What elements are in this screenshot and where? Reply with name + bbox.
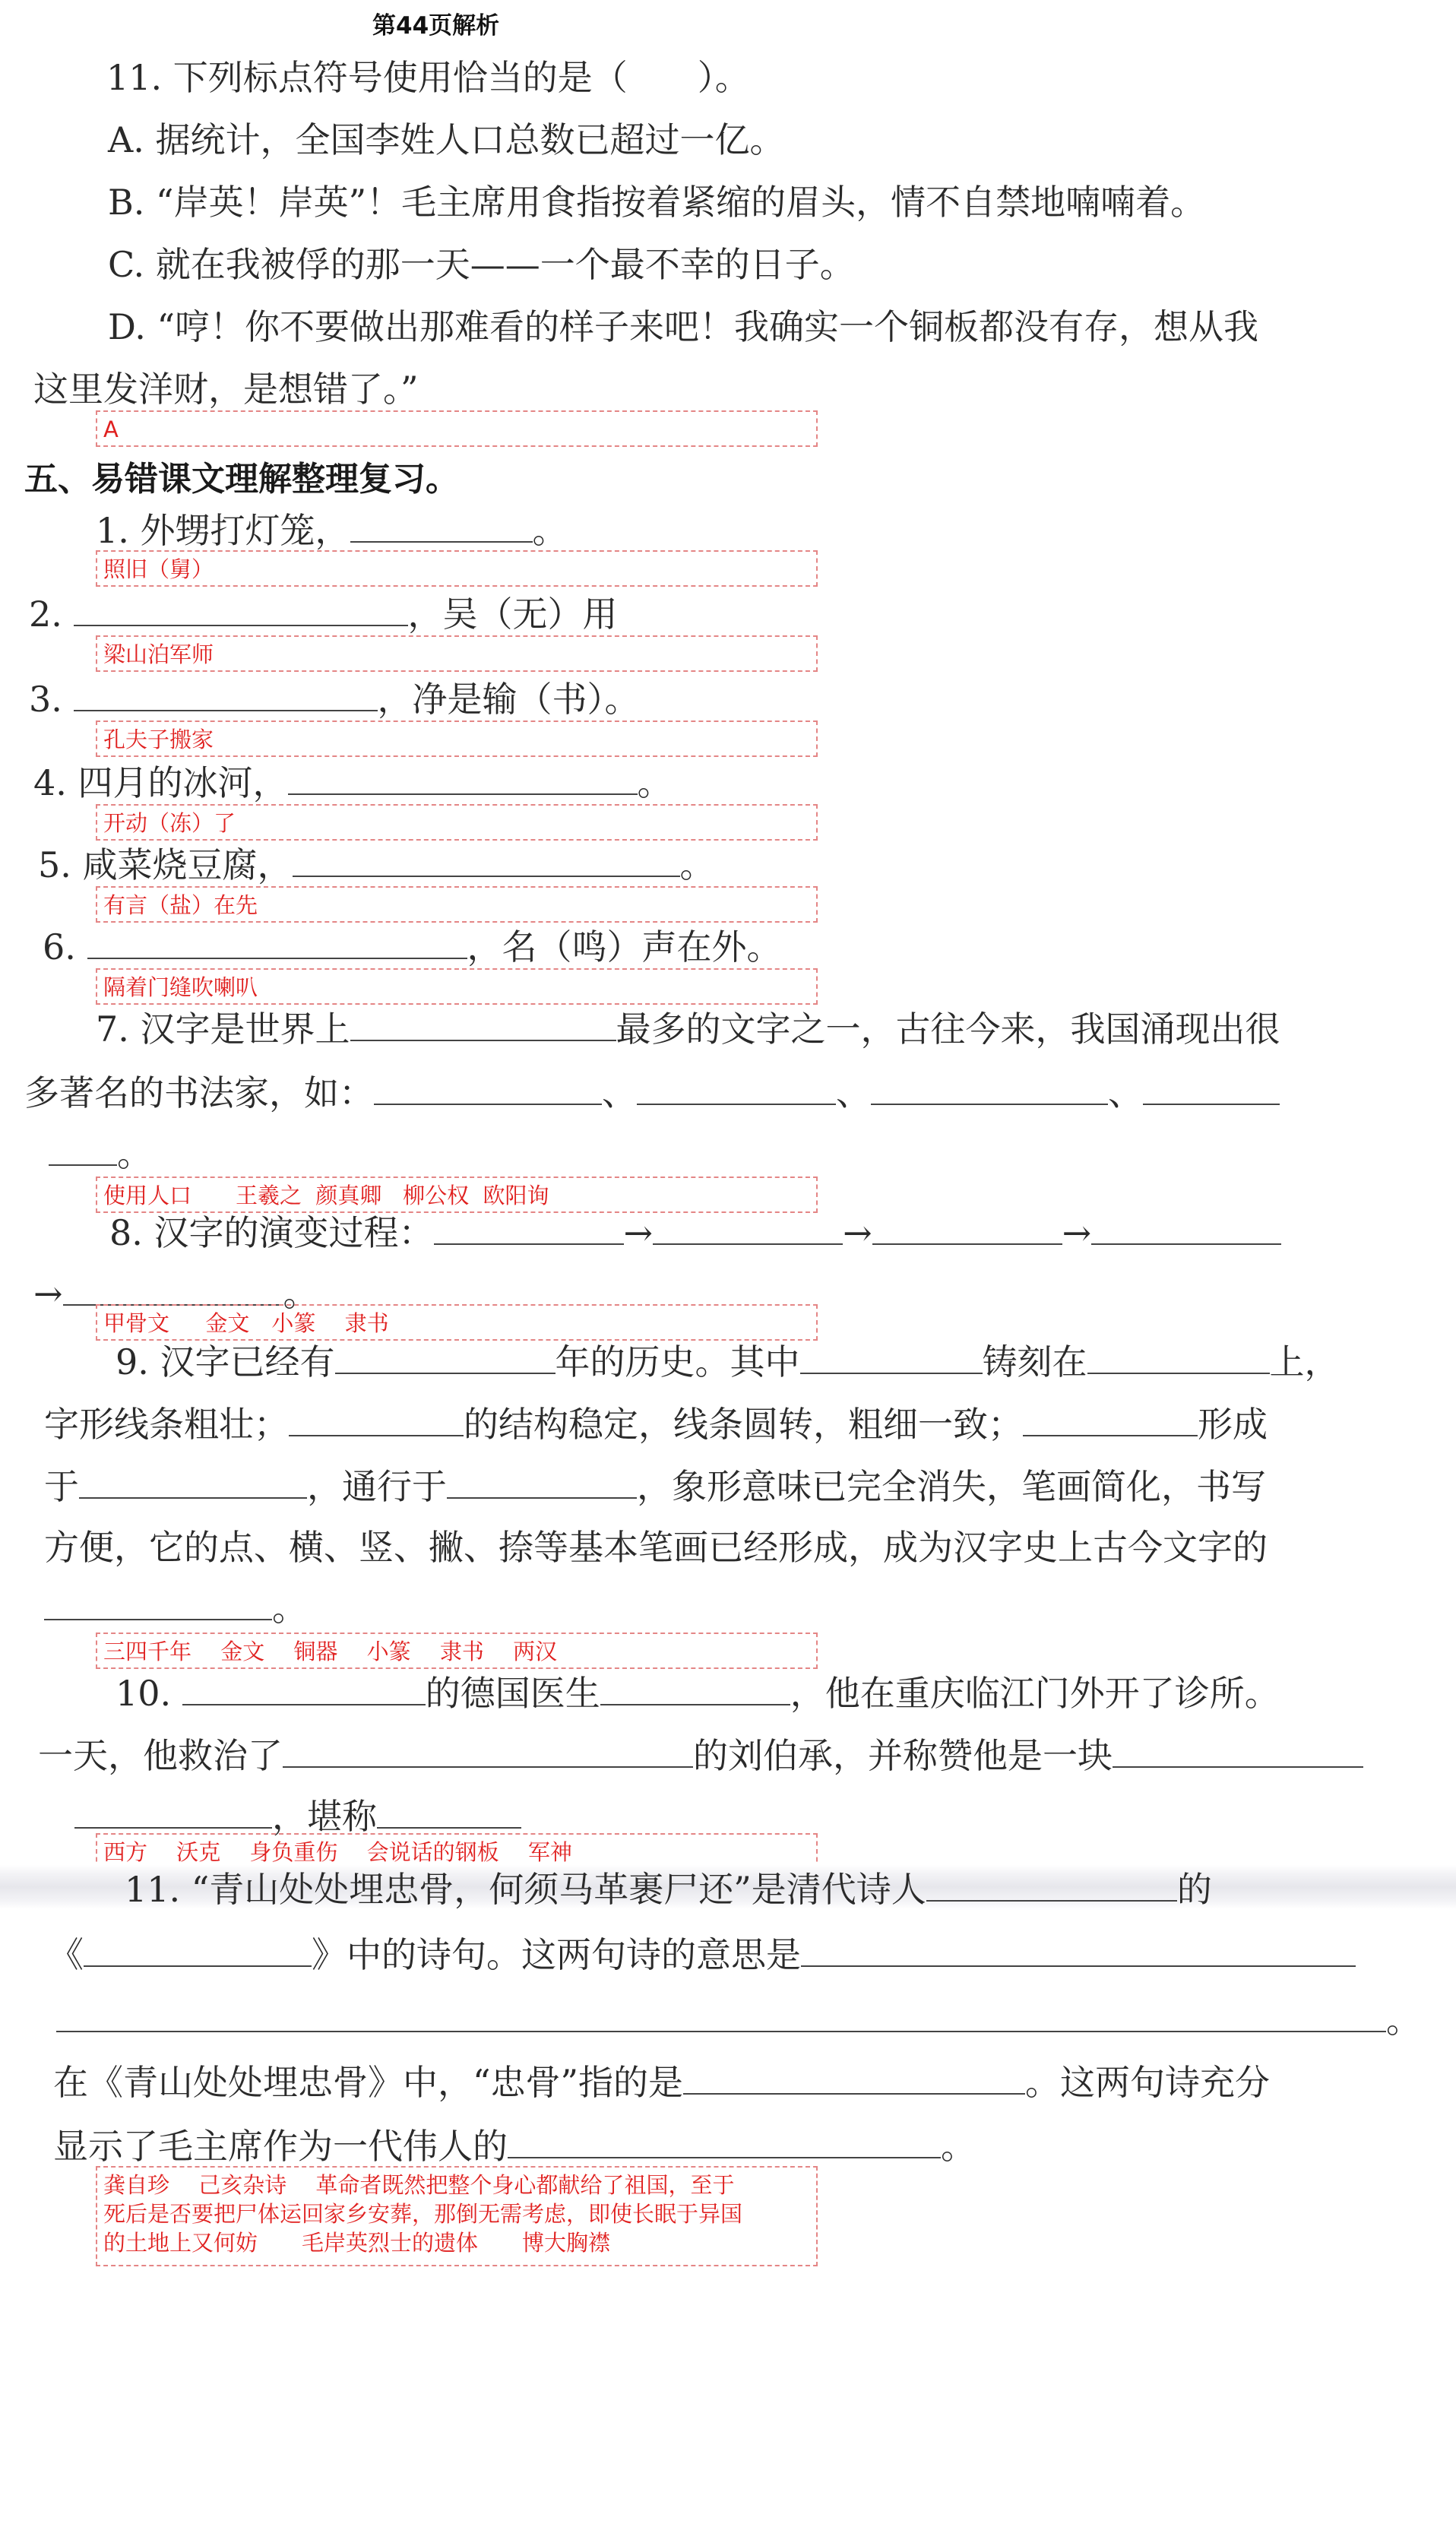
q10-num: 10. (116, 1673, 172, 1714)
answer-box-q3: 孔夫子搬家 (96, 720, 818, 757)
q11-blank-1[interactable] (926, 1870, 1177, 1902)
answer-box-q11 (96, 2166, 818, 2266)
answer-box-q10: 西方 沃克 身负重伤 会说话的钢板 军神 (96, 1833, 818, 1870)
q7-text2: 最多的文字之一，古往今来，我国涌现出很 (616, 1009, 1280, 1050)
q10-line1 (116, 1672, 1280, 1715)
q3-text: ，净是输（书）。 (377, 679, 640, 720)
q9-blank-4[interactable] (289, 1405, 464, 1436)
q5-blank[interactable] (293, 845, 680, 877)
q9-line3a: 于 (44, 1466, 79, 1507)
q10-line3: ，堪称 (272, 1796, 377, 1837)
q9-line5 (44, 1587, 307, 1629)
q11-top-option-d-line2: 这里发洋财，是想错了。” (33, 369, 419, 410)
q8-text: 8. 汉字的演变过程： (109, 1212, 434, 1253)
answer-box-q4: 开动（冻）了 (96, 804, 818, 841)
q2-text: ，吴（无）用 (407, 594, 618, 635)
q7-sep-2: 、 (836, 1072, 871, 1113)
page-header: 第44页解析 (372, 12, 500, 40)
q4-blank[interactable] (288, 763, 638, 795)
q6-line (43, 926, 782, 968)
q7-blank-1[interactable] (350, 1009, 616, 1041)
q5-end: 。 (679, 844, 715, 885)
q11-line1 (125, 1868, 1212, 1911)
answer-box-q8: 甲骨文 金文 小篆 隶书 (96, 1304, 818, 1341)
q9-blank-3[interactable] (1087, 1342, 1270, 1374)
q7-blank-3[interactable] (637, 1073, 836, 1105)
q8-arrow-2: → (843, 1212, 872, 1253)
q1-line (96, 509, 568, 552)
q1-text: 1. 外甥打灯笼， (96, 510, 350, 551)
q9-line1 (116, 1341, 1340, 1383)
q7-blank-2[interactable] (374, 1073, 602, 1105)
q11-end-2: 。 (941, 2126, 976, 2167)
q9-blank-1[interactable] (335, 1342, 555, 1374)
q11-line5 (53, 2125, 976, 2168)
q1-blank[interactable] (350, 511, 533, 543)
q10-blank-1[interactable] (182, 1674, 426, 1705)
q8-arrow-4: → (33, 1273, 63, 1314)
q11-blank-2[interactable] (84, 1935, 312, 1967)
answer-q11-line1: 龚自珍 己亥杂诗 革命者既然把整个身心都献给了祖国，至于 (103, 2172, 735, 2198)
q11-top-stem: 11. 下列标点符号使用恰当的是（ ）。 (106, 57, 750, 98)
q11-text1: 11. “青山处处埋忠骨，何须马革裹尸还”是清代诗人 (125, 1869, 926, 1910)
q7-end: 。 (117, 1133, 152, 1174)
q3-num: 3. (29, 679, 62, 720)
q8-arrow-3: → (1062, 1212, 1092, 1253)
q10-text2: ，他在重庆临江门外开了诊所。 (790, 1673, 1280, 1714)
q9-line3b: ，通行于 (307, 1466, 447, 1507)
q2-blank[interactable] (74, 594, 408, 626)
q6-text: ，名（鸣）声在外。 (467, 926, 782, 967)
q4-text: 4. 四月的冰河， (33, 762, 288, 803)
q8-blank-1[interactable] (434, 1213, 624, 1245)
q8-blank-5[interactable] (63, 1274, 283, 1306)
q10-text1: 的德国医生 (425, 1673, 600, 1714)
q9-line2c: 形成 (1198, 1404, 1268, 1445)
q10-blank-4[interactable] (1113, 1736, 1363, 1768)
answer-box-q11-top: A (96, 410, 818, 447)
q11-end-1: 。 (1386, 2000, 1421, 2041)
q11-top-option-d-line1: D. “哼！你不要做出那难看的样子来吧！我确实一个铜板都没有存，想从我 (108, 306, 1259, 347)
q9-line3 (44, 1465, 1266, 1508)
q9-line2a: 字形线条粗壮； (44, 1404, 289, 1445)
q8-end: 。 (283, 1273, 318, 1314)
q9-text1: 9. 汉字已经有 (116, 1341, 335, 1382)
answer-box-q6: 隔着门缝吹喇叭 (96, 968, 818, 1005)
q10-blank-3[interactable] (283, 1736, 693, 1768)
q2-line (29, 593, 618, 635)
q11-line2b: 》中的诗句。这两句诗的意思是 (312, 1934, 801, 1975)
q10-line2a: 一天，他救治了 (38, 1735, 283, 1776)
q11-line4a: 在《青山处处埋忠骨》中，“忠骨”指的是 (53, 2062, 684, 2103)
answer-box-q7: 使用人口 王羲之 颜真卿 柳公权 欧阳询 (96, 1176, 818, 1213)
q8-arrow-1: → (623, 1212, 654, 1253)
q11-blank-4[interactable] (683, 2063, 1025, 2095)
answer-box-q9: 三四千年 金文 铜器 小篆 隶书 两汉 (96, 1633, 818, 1669)
q9-line3c: ，象形意味已完全消失，笔画简化，书写 (637, 1466, 1266, 1507)
q11-line2 (49, 1933, 1356, 1976)
q10-line2b: 的刘伯承，并称赞他是一块 (693, 1735, 1113, 1776)
q4-end: 。 (637, 762, 673, 803)
answer-box-q5: 有言（盐）在先 (96, 886, 818, 923)
q7-text3: 多著名的书法家，如： (24, 1072, 374, 1113)
q9-blank-2[interactable] (800, 1342, 983, 1374)
q7-sep-3: 、 (1108, 1072, 1143, 1113)
answer-box-q1: 照旧（舅） (96, 550, 818, 587)
q11-blank-5[interactable] (508, 2127, 941, 2158)
q10-line3 (74, 1795, 521, 1838)
q9-blank-5[interactable] (1023, 1405, 1198, 1436)
answer-q11-line3: 的土地上又何妨 毛岸英烈士的遗体 博大胸襟 (103, 2230, 611, 2256)
q7-line3 (49, 1132, 152, 1175)
q9-blank-8[interactable] (44, 1588, 272, 1620)
q11-top-option-b: B. “岸英！岸英”！毛主席用食指按着紧缩的眉头，情不自禁地喃喃着。 (108, 182, 1206, 223)
q7-blank-5[interactable] (1143, 1073, 1280, 1105)
q5-text: 5. 咸菜烧豆腐， (38, 844, 293, 885)
q11-blank-3-cont[interactable] (56, 2000, 1386, 2032)
q9-line4: 方便，它的点、横、竖、撇、捺等基本笔画已经形成，成为汉字史上古今文字的 (44, 1527, 1268, 1568)
q8-blank-2[interactable] (653, 1213, 843, 1245)
q11-line3 (56, 1999, 1421, 2041)
q7-line1 (96, 1008, 1280, 1050)
answer-box-q2: 梁山泊军师 (96, 635, 818, 672)
q11-line2a: 《 (49, 1934, 84, 1975)
q7-text1: 7. 汉字是世界上 (96, 1009, 350, 1050)
q3-blank[interactable] (74, 679, 378, 711)
q11-blank-3[interactable] (801, 1935, 1356, 1967)
q7-line2 (24, 1072, 1280, 1114)
section-5-title: 五、易错课文理解整理复习。 (24, 460, 459, 499)
answer-q11-line2: 死后是否要把尸体运回家乡安葬，那倒无需考虑，即使长眠于异国 (103, 2201, 743, 2227)
q11-line4b: 。这两句诗充分 (1025, 2062, 1271, 2103)
q1-end: 。 (532, 510, 568, 551)
q6-blank[interactable] (87, 927, 467, 959)
q5-line (38, 844, 715, 886)
q8-blank-3[interactable] (872, 1213, 1062, 1245)
q10-line2 (38, 1734, 1363, 1777)
q11-text2: 的 (1176, 1869, 1212, 1910)
q11-top-option-a: A. 据统计，全国李姓人口总数已超过一亿。 (108, 119, 785, 160)
q7-sep-1: 、 (602, 1072, 637, 1113)
q9-text2: 年的历史。其中 (555, 1341, 800, 1382)
q11-line5: 显示了毛主席作为一代伟人的 (53, 2126, 508, 2167)
q11-line4 (53, 2061, 1270, 2104)
q8-line1 (109, 1211, 1281, 1254)
q9-blank-6[interactable] (79, 1467, 307, 1499)
q6-num: 6. (43, 926, 76, 967)
q8-blank-4[interactable] (1091, 1213, 1281, 1245)
q11-top-option-c: C. 就在我被俘的那一天——一个最不幸的日子。 (108, 244, 855, 285)
q9-text4: 上， (1269, 1341, 1340, 1382)
q10-blank-5[interactable] (377, 1797, 521, 1829)
q10-blank-2[interactable] (600, 1674, 790, 1705)
q9-blank-7[interactable] (447, 1467, 637, 1499)
q9-text3: 铸刻在 (982, 1341, 1087, 1382)
q4-line (33, 762, 673, 804)
q2-num: 2. (29, 594, 62, 635)
q10-blank-4-cont[interactable] (74, 1797, 272, 1829)
q3-line (29, 678, 640, 720)
q9-line2b: 的结构稳定，线条圆转，粗细一致； (464, 1404, 1023, 1445)
q7-blank-4[interactable] (871, 1073, 1108, 1105)
q9-line2 (44, 1403, 1268, 1446)
q9-end: 。 (272, 1588, 307, 1629)
q7-blank-5-cont[interactable] (49, 1134, 117, 1166)
